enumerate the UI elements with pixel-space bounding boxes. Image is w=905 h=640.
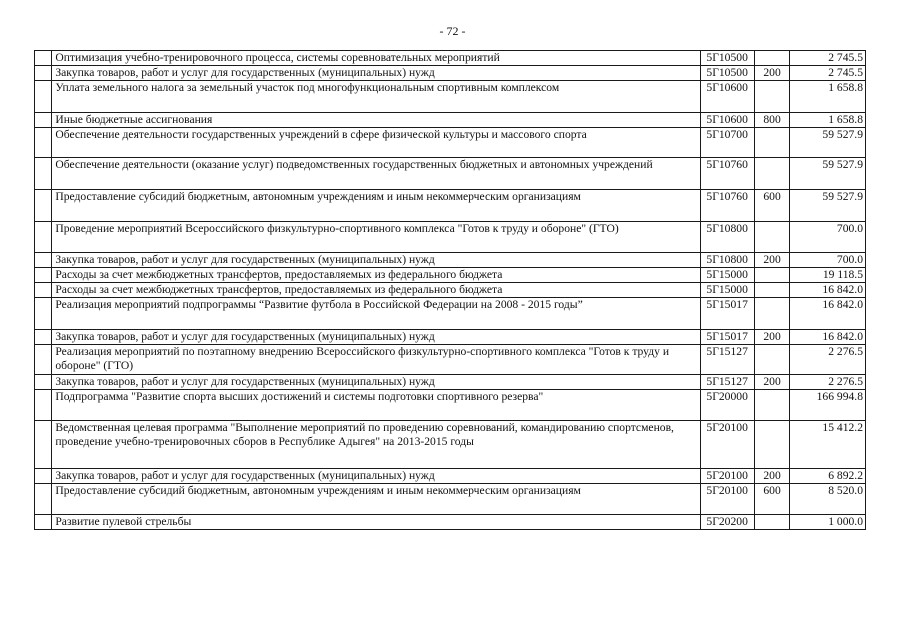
item-name-cell: Закупка товаров, работ и услуг для государственных (муниципальных) нужд [52,330,700,345]
table-row [35,515,866,530]
amount-cell: 15 412.2 [790,421,866,469]
item-name-cell: Реализация мероприятий по поэтапному внедрению Всероссийского физкультурно-спортивного комплекса "Готов к труду и обороне" (ГТО) [52,345,700,375]
target-code-cell: 5Г15017 [700,330,754,345]
expense-type-cell: 200 [754,253,790,268]
target-code-cell: 5Г15017 [700,298,754,330]
target-code-cell: 5Г20100 [700,484,754,515]
target-code-cell: 5Г10760 [700,190,754,222]
amount-cell: 1 658.8 [790,81,866,113]
expense-type-cell [754,222,790,253]
row-margin-cell [35,128,52,158]
target-code-cell: 5Г10760 [700,158,754,190]
amount-cell: 1 000.0 [790,515,866,530]
amount-cell: 16 842.0 [790,330,866,345]
expense-type-cell: 600 [754,190,790,222]
expense-type-cell [754,51,790,66]
target-code-cell: 5Г10500 [700,66,754,81]
row-margin-cell [35,375,52,390]
row-margin-cell [35,113,52,128]
table-row [35,484,866,515]
expense-type-cell: 200 [754,375,790,390]
table-row [35,190,866,222]
table-row [35,390,866,421]
target-code-cell: 5Г20200 [700,515,754,530]
target-code-cell: 5Г10800 [700,222,754,253]
amount-cell: 2 276.5 [790,345,866,375]
table-row [35,330,866,345]
table-row [35,298,866,330]
target-code-cell: 5Г15000 [700,268,754,283]
expense-type-cell [754,158,790,190]
target-code-cell: 5Г15127 [700,375,754,390]
table-row [35,469,866,484]
item-name-cell: Обеспечение деятельности государственных учреждений в сфере физической культуры и массового спорта [52,128,700,158]
item-name-cell: Подпрограмма "Развитие спорта высших достижений и системы подготовки спортивного резерва" [52,390,700,421]
row-margin-cell [35,190,52,222]
row-margin-cell [35,268,52,283]
item-name-cell: Оптимизация учебно-тренировочного процесса, системы соревновательных мероприятий [52,51,700,66]
target-code-cell: 5Г15000 [700,283,754,298]
amount-cell: 700.0 [790,253,866,268]
amount-cell: 2 745.5 [790,51,866,66]
table-row [35,222,866,253]
target-code-cell: 5Г10800 [700,253,754,268]
target-code-cell: 5Г20100 [700,469,754,484]
amount-cell: 59 527.9 [790,190,866,222]
amount-cell: 19 118.5 [790,268,866,283]
expense-type-cell [754,515,790,530]
target-code-cell: 5Г20000 [700,390,754,421]
item-name-cell: Проведение мероприятий Всероссийского физкультурно-спортивного комплекса "Готов к труду и обороне" (ГТО) [52,222,700,253]
amount-cell: 700.0 [790,222,866,253]
page-number: - 72 - [439,24,466,38]
expense-type-cell: 200 [754,469,790,484]
table-row [35,253,866,268]
row-margin-cell [35,283,52,298]
row-margin-cell [35,66,52,81]
amount-cell: 16 842.0 [790,283,866,298]
item-name-cell: Закупка товаров, работ и услуг для государственных (муниципальных) нужд [52,375,700,390]
item-name-cell: Расходы за счет межбюджетных трансфертов, предоставляемых из федерального бюджета [52,268,700,283]
table-row [35,375,866,390]
amount-cell: 16 842.0 [790,298,866,330]
table-body [35,51,866,530]
table-row [35,283,866,298]
expense-type-cell [754,268,790,283]
row-margin-cell [35,253,52,268]
amount-cell: 2 276.5 [790,375,866,390]
table-row [35,268,866,283]
expense-type-cell [754,283,790,298]
row-margin-cell [35,222,52,253]
amount-cell: 6 892.2 [790,469,866,484]
item-name-cell: Реализация мероприятий подпрограммы “Развитие футбола в Российской Федерации на 2008 - 2015 годы” [52,298,700,330]
row-margin-cell [35,515,52,530]
item-name-cell: Уплата земельного налога за земельный участок под многофункциональным спортивным комплексом [52,81,700,113]
expense-type-cell: 200 [754,66,790,81]
target-code-cell: 5Г10700 [700,128,754,158]
table-row [35,345,866,375]
row-margin-cell [35,469,52,484]
table-row [35,158,866,190]
target-code-cell: 5Г10600 [700,113,754,128]
table-row [35,113,866,128]
item-name-cell: Обеспечение деятельности (оказание услуг) подведомственных государственных бюджетных и автономных учреждений [52,158,700,190]
amount-cell: 1 658.8 [790,113,866,128]
target-code-cell: 5Г15127 [700,345,754,375]
expense-type-cell [754,421,790,469]
item-name-cell: Иные бюджетные ассигнования [52,113,700,128]
amount-cell: 8 520.0 [790,484,866,515]
target-code-cell: 5Г10500 [700,51,754,66]
amount-cell: 166 994.8 [790,390,866,421]
row-margin-cell [35,421,52,469]
row-margin-cell [35,298,52,330]
budget-table [34,50,866,530]
table-row [35,128,866,158]
amount-cell: 2 745.5 [790,66,866,81]
amount-cell: 59 527.9 [790,158,866,190]
amount-cell: 59 527.9 [790,128,866,158]
item-name-cell: Ведомственная целевая программа "Выполнение мероприятий по проведению соревнований, командированию спортсменов, проведение учебно-тренировочных сборов в Республике Адыгея" на 2013-2015 годы [52,421,700,469]
table-row [35,421,866,469]
expense-type-cell [754,390,790,421]
row-margin-cell [35,51,52,66]
item-name-cell: Закупка товаров, работ и услуг для государственных (муниципальных) нужд [52,469,700,484]
row-margin-cell [35,484,52,515]
expense-type-cell: 600 [754,484,790,515]
expense-type-cell [754,298,790,330]
row-margin-cell [35,330,52,345]
row-margin-cell [35,158,52,190]
expense-type-cell [754,345,790,375]
target-code-cell: 5Г20100 [700,421,754,469]
item-name-cell: Закупка товаров, работ и услуг для государственных (муниципальных) нужд [52,253,700,268]
item-name-cell: Развитие пулевой стрельбы [52,515,700,530]
row-margin-cell [35,345,52,375]
item-name-cell: Предоставление субсидий бюджетным, автономным учреждениям и иным некоммерческим организациям [52,484,700,515]
expense-type-cell [754,128,790,158]
target-code-cell: 5Г10600 [700,81,754,113]
item-name-cell: Предоставление субсидий бюджетным, автономным учреждениям и иным некоммерческим организациям [52,190,700,222]
expense-type-cell: 800 [754,113,790,128]
expense-type-cell [754,81,790,113]
row-margin-cell [35,81,52,113]
expense-type-cell: 200 [754,330,790,345]
table-row [35,66,866,81]
item-name-cell: Закупка товаров, работ и услуг для государственных (муниципальных) нужд [52,66,700,81]
item-name-cell: Расходы за счет межбюджетных трансфертов, предоставляемых из федерального бюджета [52,283,700,298]
table-row [35,51,866,66]
table-row [35,81,866,113]
row-margin-cell [35,390,52,421]
